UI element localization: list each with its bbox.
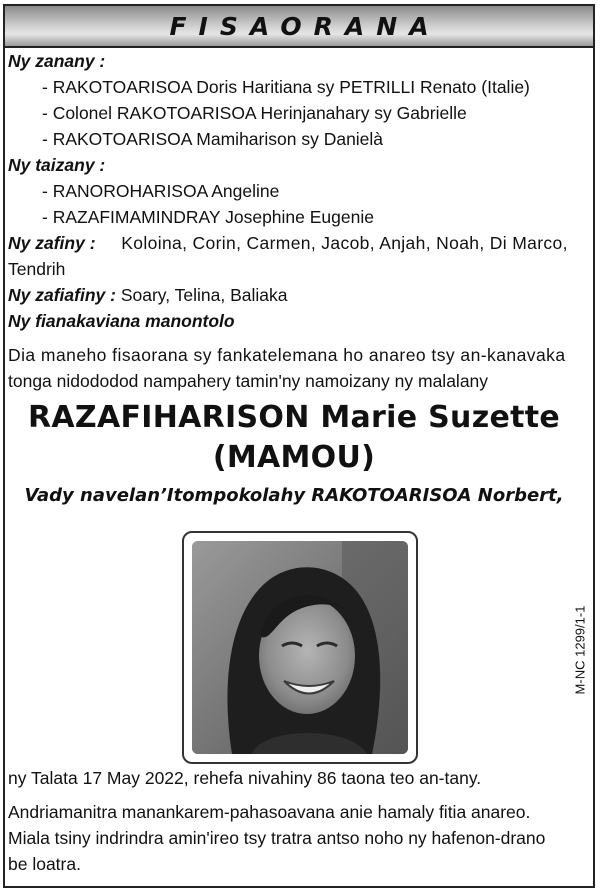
grandchildren-names-cont: Tendrih <box>8 259 66 279</box>
reference-code <box>570 600 590 700</box>
death-date-line: ny Talata 17 May 2022, rehefa nivahiny 86 taona teo an-tany. <box>8 768 482 788</box>
deceased-name: RAZAFIHARISON Marie Suzette <box>27 400 561 435</box>
apology-line-2: be loatra. <box>8 854 81 874</box>
thanks-paragraph <box>8 342 580 394</box>
blessing-line: Andriamanitra manankarem-pahasoavana anie hamaly fitia anareo. <box>8 802 531 822</box>
reference-code-text: M-NC 1299/1-1 <box>572 605 588 695</box>
child-item-3: - RAKOTOARISOA Mamiharison sy Danielà <box>42 129 384 149</box>
great-grandchildren-line <box>8 282 580 308</box>
children-label: Ny zanany : <box>8 51 106 71</box>
siblings-label: Ny taizany : <box>8 155 106 175</box>
sibling-item-1: - RANOROHARISOA Angeline <box>42 181 280 201</box>
family-line: Ny fianakaviana manontolo <box>8 311 235 331</box>
great-grandchildren-names: Soary, Telina, Baliaka <box>120 285 288 305</box>
thanks-line-2: tonga nidododod nampahery tamin'ny namoizany ny malalany <box>8 371 489 391</box>
header-title: FISAORANA <box>169 11 441 41</box>
grandchildren-names: Koloina, Corin, Carmen, Jacob, Anjah, Noah, Di Marco, <box>121 233 568 253</box>
photo-frame <box>182 531 418 764</box>
child-item-2: - Colonel RAKOTOARISOA Herinjanahary sy Gabrielle <box>42 103 467 123</box>
sibling-item-2: - RAZAFIMAMINDRAY Josephine Eugenie <box>42 207 374 227</box>
great-grandchildren-label: Ny zafiafiny : <box>8 285 116 305</box>
spouse-line: Vady navelan’Itompokolahy RAKOTOARISOA Norbert, <box>24 485 564 506</box>
closing-section <box>8 765 580 877</box>
grandchildren-label: Ny zafiny : <box>8 233 96 253</box>
deceased-nickname: (MAMOU) <box>212 440 376 475</box>
child-item-1: - RAKOTOARISOA Doris Haritiana sy PETRILLI Renato (Italie) <box>42 77 530 97</box>
header-banner <box>5 6 593 48</box>
grandchildren-line <box>8 230 580 256</box>
apology-line-1: Miala tsiny indrindra amin'ireo tsy tratra antso noho ny hafenon-drano <box>8 828 546 848</box>
thanks-line-1: Dia maneho fisaorana sy fankatelemana ho anareo tsy an-kanavaka <box>8 345 566 365</box>
portrait-photo <box>192 541 408 754</box>
announcement-body <box>8 48 580 510</box>
